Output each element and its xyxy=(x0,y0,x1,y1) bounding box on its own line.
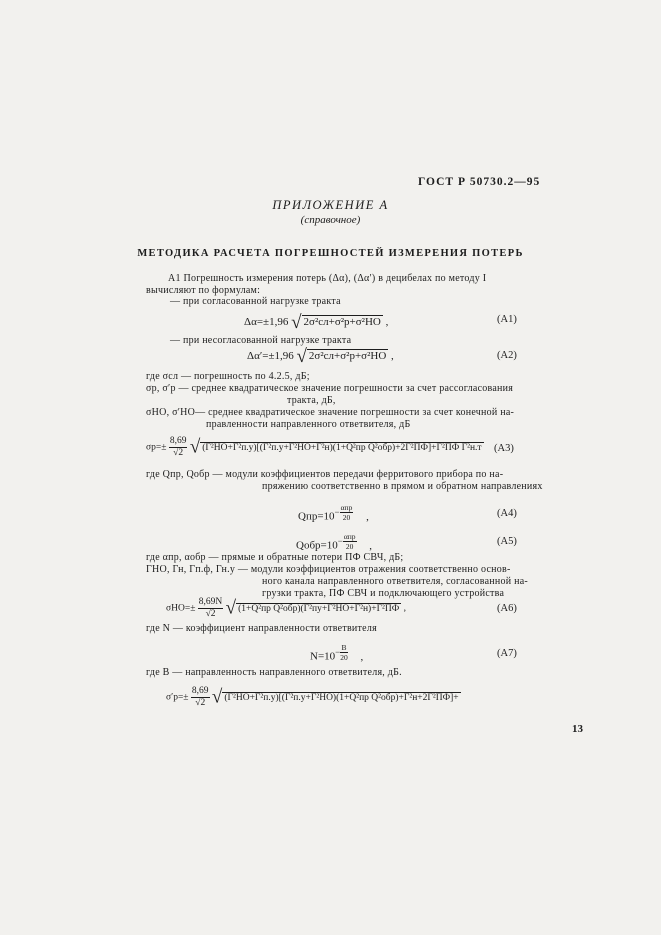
equation-a6-fraction xyxy=(198,597,224,620)
definition-line: ного канала направленного ответвителя, согласованной на- xyxy=(262,576,528,587)
equation-continued-lhs: σ′р=± xyxy=(166,692,189,703)
equation-a4 xyxy=(298,503,369,523)
sqrt-icon: √ xyxy=(296,346,307,367)
exponent-numerator: αпр xyxy=(340,503,353,512)
definition-line: пряжению соответственно в прямом и обратном направлениях xyxy=(262,481,543,492)
equation-a5-exponent: − αпр 20 xyxy=(337,532,356,551)
equation-a1 xyxy=(244,312,388,334)
equation-a1-number: (А1) xyxy=(497,314,517,325)
equation-a7 xyxy=(310,643,363,663)
paragraph-a1-line2: вычисляют по формулам: xyxy=(146,285,261,296)
definition-line: где Qпр, Qобр — модули коэффициентов передачи ферритового прибора по на- xyxy=(146,469,504,480)
equation-a1-lhs: Δα=±1,96 xyxy=(244,316,289,328)
equation-a4-exponent: − αпр 20 xyxy=(334,503,353,522)
fraction-denominator: √2 xyxy=(205,609,216,619)
fraction-denominator: √2 xyxy=(173,448,184,458)
sqrt-icon: √ xyxy=(211,686,223,708)
equation-continued-radicand: (Г²НО+Г²п.у)[(Г²п.у+Г²НО)(1+Q²пр Q²обр)+Г²н+2Г²ПФ]+ xyxy=(224,692,459,703)
fraction-numerator: 8,69 xyxy=(169,436,187,446)
equation-a2 xyxy=(247,346,394,368)
equation-a5-tail: , xyxy=(369,539,373,552)
equation-a6-number: (А6) xyxy=(497,603,517,614)
equation-a3-lhs: σр=± xyxy=(146,442,167,453)
definition-line: σНО, σ′НО— среднее квадратическое значение погрешности за счет конечной на- xyxy=(146,407,515,418)
sqrt-icon: √ xyxy=(189,436,201,458)
equation-a7-exponent: − B 20 xyxy=(335,643,348,662)
definition-line: грузки тракта, ПФ СВЧ и подключающего устройства xyxy=(262,588,505,599)
exponent-denominator: 20 xyxy=(340,653,348,662)
fraction-numerator: 8,69N xyxy=(198,597,223,607)
equation-a5-lhs: Qобр=10 xyxy=(296,539,338,552)
equation-a2-number: (А2) xyxy=(497,350,517,361)
equation-a6-lhs: σНО=± xyxy=(166,603,196,614)
equation-a4-number: (А4) xyxy=(497,508,517,519)
section-title: МЕТОДИКА РАСЧЕТА ПОГРЕШНОСТЕЙ ИЗМЕРЕНИЯ ПОТЕРЬ xyxy=(137,248,524,259)
document-header: ГОСТ Р 50730.2—95 xyxy=(418,176,541,188)
definition-line: σр, σ′р — среднее квадратическое значение погрешности за счет рассогласования xyxy=(146,383,514,394)
appendix-title: ПРИЛОЖЕНИЕ А xyxy=(272,198,389,212)
definition-line: где B — направленность направленного ответвителя, дБ. xyxy=(146,667,402,678)
definition-line: правленности направленного ответвителя, дБ xyxy=(206,419,411,430)
definition-line: тракта, дБ, xyxy=(287,395,336,406)
equation-a5 xyxy=(296,532,372,552)
equation-a3-fraction xyxy=(169,436,188,459)
equation-a4-tail: , xyxy=(366,510,369,523)
equation-a5-number: (А5) xyxy=(497,536,517,547)
equation-a3 xyxy=(146,436,484,459)
equation-a6-tail: , xyxy=(403,603,407,614)
exponent-numerator: B xyxy=(341,643,347,652)
page-number: 13 xyxy=(572,723,583,735)
sqrt-icon: √ xyxy=(225,597,237,619)
exponent-numerator: αпр xyxy=(343,532,356,541)
equation-a7-lhs: N=10 xyxy=(310,650,336,663)
equation-a7-number: (А7) xyxy=(497,648,517,659)
fraction-denominator: √2 xyxy=(195,698,206,708)
equation-a2-radicand: 2σ²сл+σ²р+σ²НО xyxy=(308,350,387,362)
exponent-denominator: 20 xyxy=(342,513,351,522)
equation-a4-lhs: Qпр=10 xyxy=(298,510,335,523)
case-matched-load: — при согласованной нагрузке тракта xyxy=(170,296,341,307)
fraction-numerator: 8,69 xyxy=(191,686,209,696)
equation-a6-radicand: (1+Q²пр Q²обр)(Г²пу+Г²НО+Г²н)+Г²ПФ xyxy=(238,603,400,614)
exponent-denominator: 20 xyxy=(345,542,354,551)
equation-a2-lhs: Δα′=±1,96 xyxy=(247,350,294,362)
case-mismatched-load: — при несогласованной нагрузке тракта xyxy=(170,335,352,346)
equation-continued xyxy=(166,686,461,709)
definition-line: где αпр, αобр — прямые и обратные потери ПФ СВЧ, дБ; xyxy=(146,552,404,563)
definition-line: ГНО, Гн, Гп.ф, Гн.у — модули коэффициентов отражения соответственно основ- xyxy=(146,564,511,575)
definition-line: где σсл — погрешность по 4.2.5, дБ; xyxy=(146,371,310,382)
equation-a6 xyxy=(166,597,406,620)
appendix-subtitle: (справочное) xyxy=(300,214,361,226)
definition-line: где N — коэффициент направленности ответвителя xyxy=(146,623,377,634)
equation-a2-tail: , xyxy=(391,350,394,362)
equation-continued-fraction xyxy=(191,686,210,709)
equation-a1-tail: , xyxy=(385,316,389,328)
equation-a3-radicand: (Г²НО+Г²п.у)[(Г²п.у+Г²НО+Г²н)(1+Q²пр Q²обр)+2Г²ПФ]+Г²ПФ Г²н.т xyxy=(202,442,482,453)
sqrt-icon: √ xyxy=(291,312,302,333)
equation-a1-radicand: 2σ²сл+σ²р+σ²НО xyxy=(303,316,381,328)
paragraph-a1-line1: А1 Погрешность измерения потерь (Δα), (Δα′) в децибелах по методу I xyxy=(168,273,487,284)
equation-a3-number: (А3) xyxy=(494,443,514,454)
equation-a7-tail: , xyxy=(360,650,364,663)
